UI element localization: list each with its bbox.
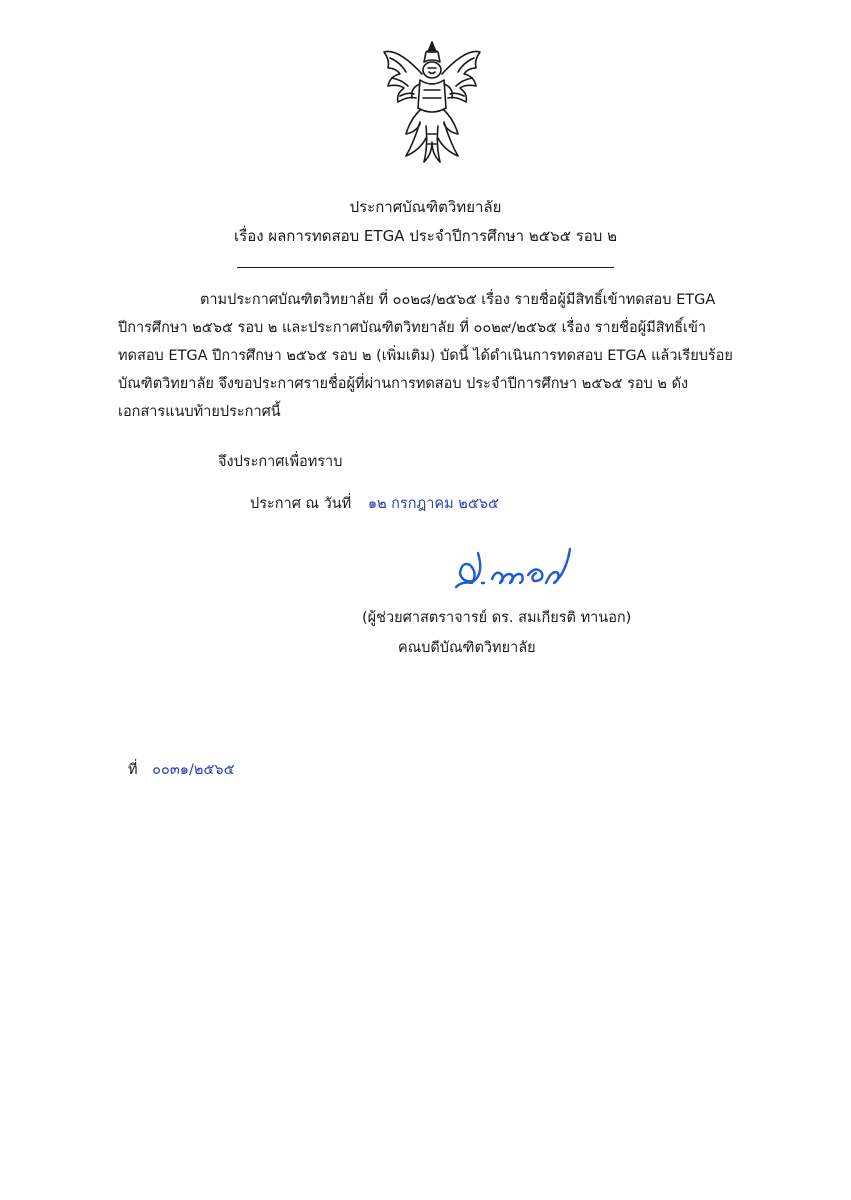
reference-number-row xyxy=(128,760,235,780)
announce-date-value: ๑๒ กรกฎาคม ๒๕๖๕ xyxy=(367,496,499,512)
body-line: ทดสอบ ETGA ปีการศึกษา ๒๕๖๕ รอบ ๒ (เพิ่มเติม) บัดนี้ ได้ดำเนินการทดสอบ ETGA แล้วเรียบร้อย xyxy=(118,348,733,364)
announcement-subject: เรื่อง ผลการทดสอบ ETGA ประจำปีการศึกษา ๒๕๖๕ รอบ ๒ xyxy=(234,227,617,245)
title-divider xyxy=(237,267,614,268)
body-line: บัณฑิตวิทยาลัย จึงขอประกาศรายชื่อผู้ที่ผ่านการทดสอบ ประจำปีการศึกษา ๒๕๖๕ รอบ ๒ ดัง xyxy=(118,376,689,392)
body-line: เอกสารแนบท้ายประกาศนี้ xyxy=(118,404,281,420)
body-line: ตามประกาศบัณฑิตวิทยาลัย ที่ ๐๐๒๘/๒๕๖๕ เรื่อง รายชื่อผู้มีสิทธิ์เข้าทดสอบ ETGA xyxy=(200,292,716,308)
signer-position: คณบดีบัณฑิตวิทยาลัย xyxy=(398,640,536,656)
reference-number: ๐๐๓๑/๒๕๖๕ xyxy=(152,762,235,778)
body-line: ปีการศึกษา ๒๕๖๕ รอบ ๒ และประกาศบัณฑิตวิทยาลัย ที่ ๐๐๒๙/๒๕๖๕ เรื่อง รายชื่อผู้มีสิทธิ์เข้า xyxy=(118,320,707,336)
handwritten-signature-icon xyxy=(448,543,578,597)
signer-name: (ผู้ช่วยศาสตราจารย์ ดร. สมเกียรติ ทานอก) xyxy=(362,610,632,626)
garuda-emblem-icon xyxy=(376,38,488,168)
announce-date-label: ประกาศ ณ วันที่ xyxy=(250,496,352,512)
closing-statement: จึงประกาศเพื่อทราบ xyxy=(218,454,343,470)
announcement-date-row xyxy=(250,494,499,514)
announcement-body xyxy=(118,286,738,426)
announcement-title: ประกาศบัณฑิตวิทยาลัย xyxy=(349,198,502,216)
reference-label: ที่ xyxy=(128,762,138,778)
